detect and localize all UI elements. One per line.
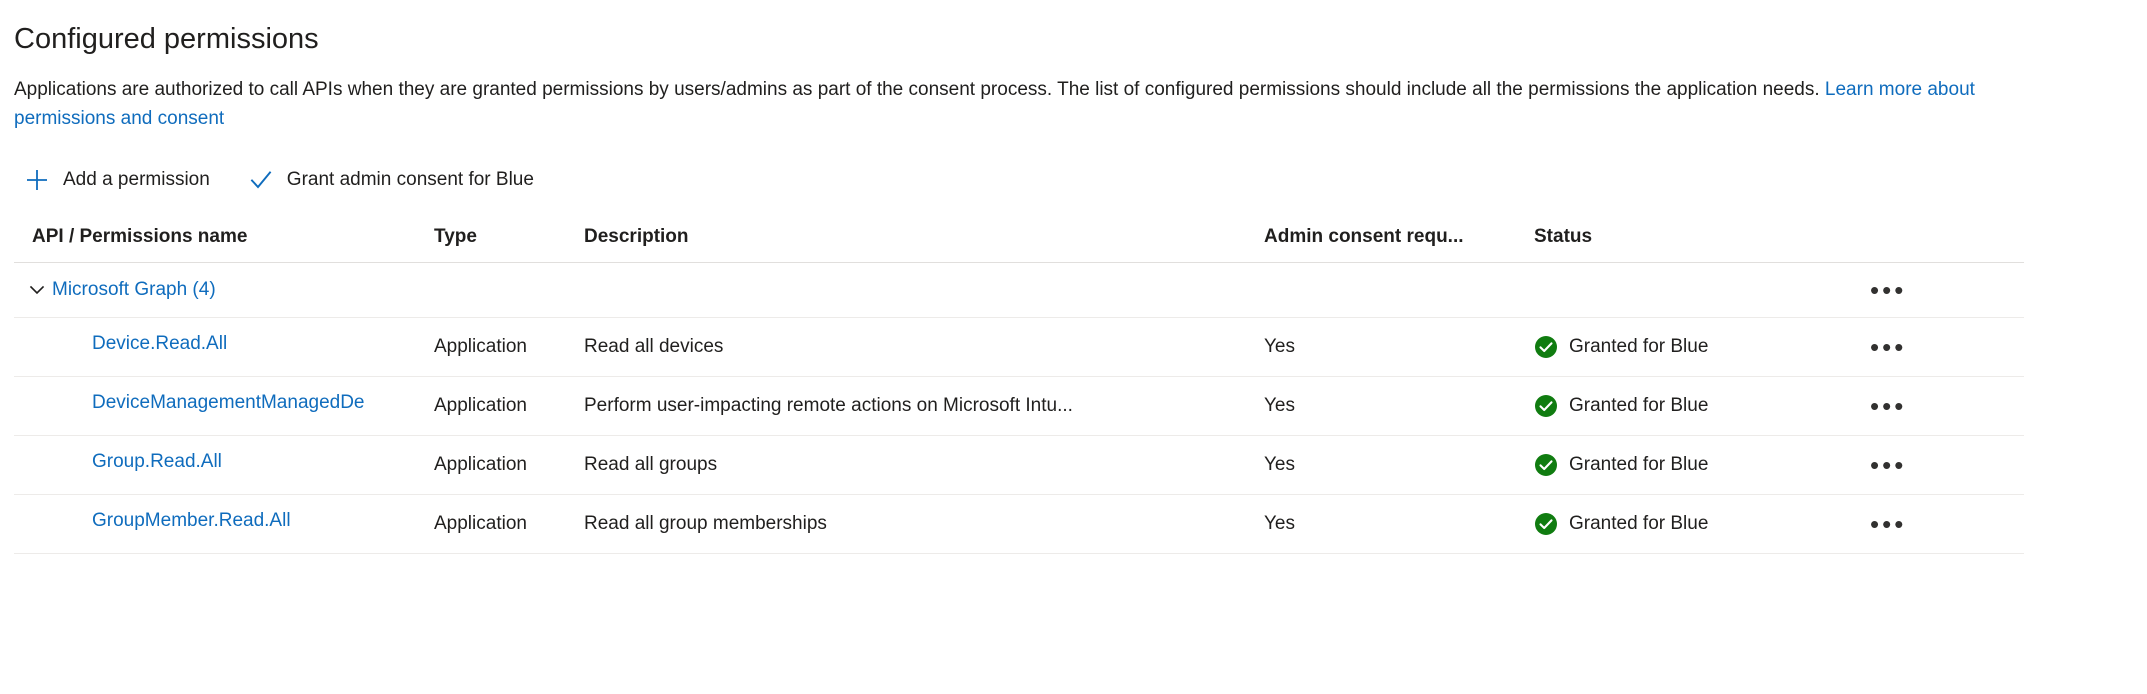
page-title: Configured permissions	[14, 23, 319, 55]
header-admin-consent-required[interactable]	[1264, 220, 1534, 263]
header-description[interactable]: Description	[584, 225, 689, 247]
header-api-permissions-name[interactable]: API / Permissions name	[32, 225, 248, 247]
permission-admin-consent-cell: Yes	[1264, 317, 1534, 376]
permission-description-cell: Perform user-impacting remote actions on Microsoft Intu...	[584, 376, 1264, 435]
more-options-icon[interactable]: •••	[1870, 508, 1907, 539]
chevron-down-icon[interactable]	[26, 279, 48, 301]
permission-type-cell: Application	[434, 435, 584, 494]
permission-status-cell	[1534, 494, 1864, 553]
table-row	[14, 435, 2024, 494]
table-body	[14, 262, 2024, 553]
more-options-icon[interactable]: •••	[1870, 331, 1907, 362]
table-header	[14, 220, 2024, 263]
row-actions-cell	[1864, 376, 2024, 435]
header-status[interactable]: Status	[1534, 225, 1593, 247]
header-actions	[1864, 220, 2024, 263]
status-text: Granted for Blue	[1569, 453, 1709, 475]
permission-admin-consent-cell: Yes	[1264, 494, 1534, 553]
row-actions-cell	[1864, 317, 2024, 376]
grant-admin-consent-button[interactable]	[246, 163, 536, 197]
permission-status-cell	[1534, 376, 1864, 435]
permission-name-cell	[14, 317, 434, 376]
more-options-icon[interactable]: •••	[1870, 390, 1907, 421]
permission-type-cell: Application	[434, 317, 584, 376]
permission-status-cell	[1534, 317, 1864, 376]
permission-link[interactable]: GroupMember.Read.All	[92, 509, 291, 531]
permissions-table	[14, 220, 2024, 554]
command-bar	[22, 160, 2147, 200]
group-actions-cell	[1864, 262, 2024, 317]
permission-name-cell	[14, 494, 434, 553]
header-admin-consent-label: Admin consent requ...	[1264, 225, 1464, 247]
add-permission-label: Add a permission	[63, 168, 210, 190]
group-link-microsoft-graph[interactable]: Microsoft Graph (4)	[52, 278, 216, 300]
permission-link[interactable]: Device.Read.All	[92, 332, 228, 354]
plus-icon	[24, 167, 50, 193]
table-row	[14, 376, 2024, 435]
header-type[interactable]: Type	[434, 225, 477, 247]
learn-more-link[interactable]: Learn more about permissions and consent	[14, 78, 1975, 130]
permission-type-cell: Application	[434, 494, 584, 553]
permission-status-cell	[1534, 435, 1864, 494]
table-row	[14, 317, 2024, 376]
more-options-icon[interactable]: •••	[1870, 274, 1907, 305]
checkmark-icon	[248, 167, 274, 193]
status-text: Granted for Blue	[1569, 394, 1709, 416]
add-permission-button[interactable]	[22, 163, 212, 197]
permission-admin-consent-cell: Yes	[1264, 376, 1534, 435]
success-check-icon	[1534, 512, 1558, 536]
permission-name-cell	[14, 435, 434, 494]
permission-link[interactable]: DeviceManagementManagedDe	[92, 391, 365, 413]
row-actions-cell	[1864, 435, 2024, 494]
permission-description-cell: Read all groups	[584, 435, 1264, 494]
table-row	[14, 494, 2024, 553]
permission-description-cell: Read all devices	[584, 317, 1264, 376]
permission-link[interactable]: Group.Read.All	[92, 450, 222, 472]
table-group-row	[14, 262, 2024, 317]
intro-description: Applications are authorized to call APIs when they are granted permissions by users/admins as part of the consent process. The list of configured permissions should include all the permissions the application needs.	[14, 78, 1825, 100]
status-text: Granted for Blue	[1569, 335, 1709, 357]
status-text: Granted for Blue	[1569, 512, 1709, 534]
group-cell	[14, 262, 1864, 317]
permission-name-cell	[14, 376, 434, 435]
permission-admin-consent-cell: Yes	[1264, 435, 1534, 494]
success-check-icon	[1534, 394, 1558, 418]
success-check-icon	[1534, 453, 1558, 477]
grant-admin-consent-label: Grant admin consent for Blue	[286, 168, 534, 190]
intro-text	[14, 75, 2014, 134]
row-actions-cell	[1864, 494, 2024, 553]
success-check-icon	[1534, 335, 1558, 359]
permission-type-cell: Application	[434, 376, 584, 435]
permission-description-cell: Read all group memberships	[584, 494, 1264, 553]
more-options-icon[interactable]: •••	[1870, 449, 1907, 480]
